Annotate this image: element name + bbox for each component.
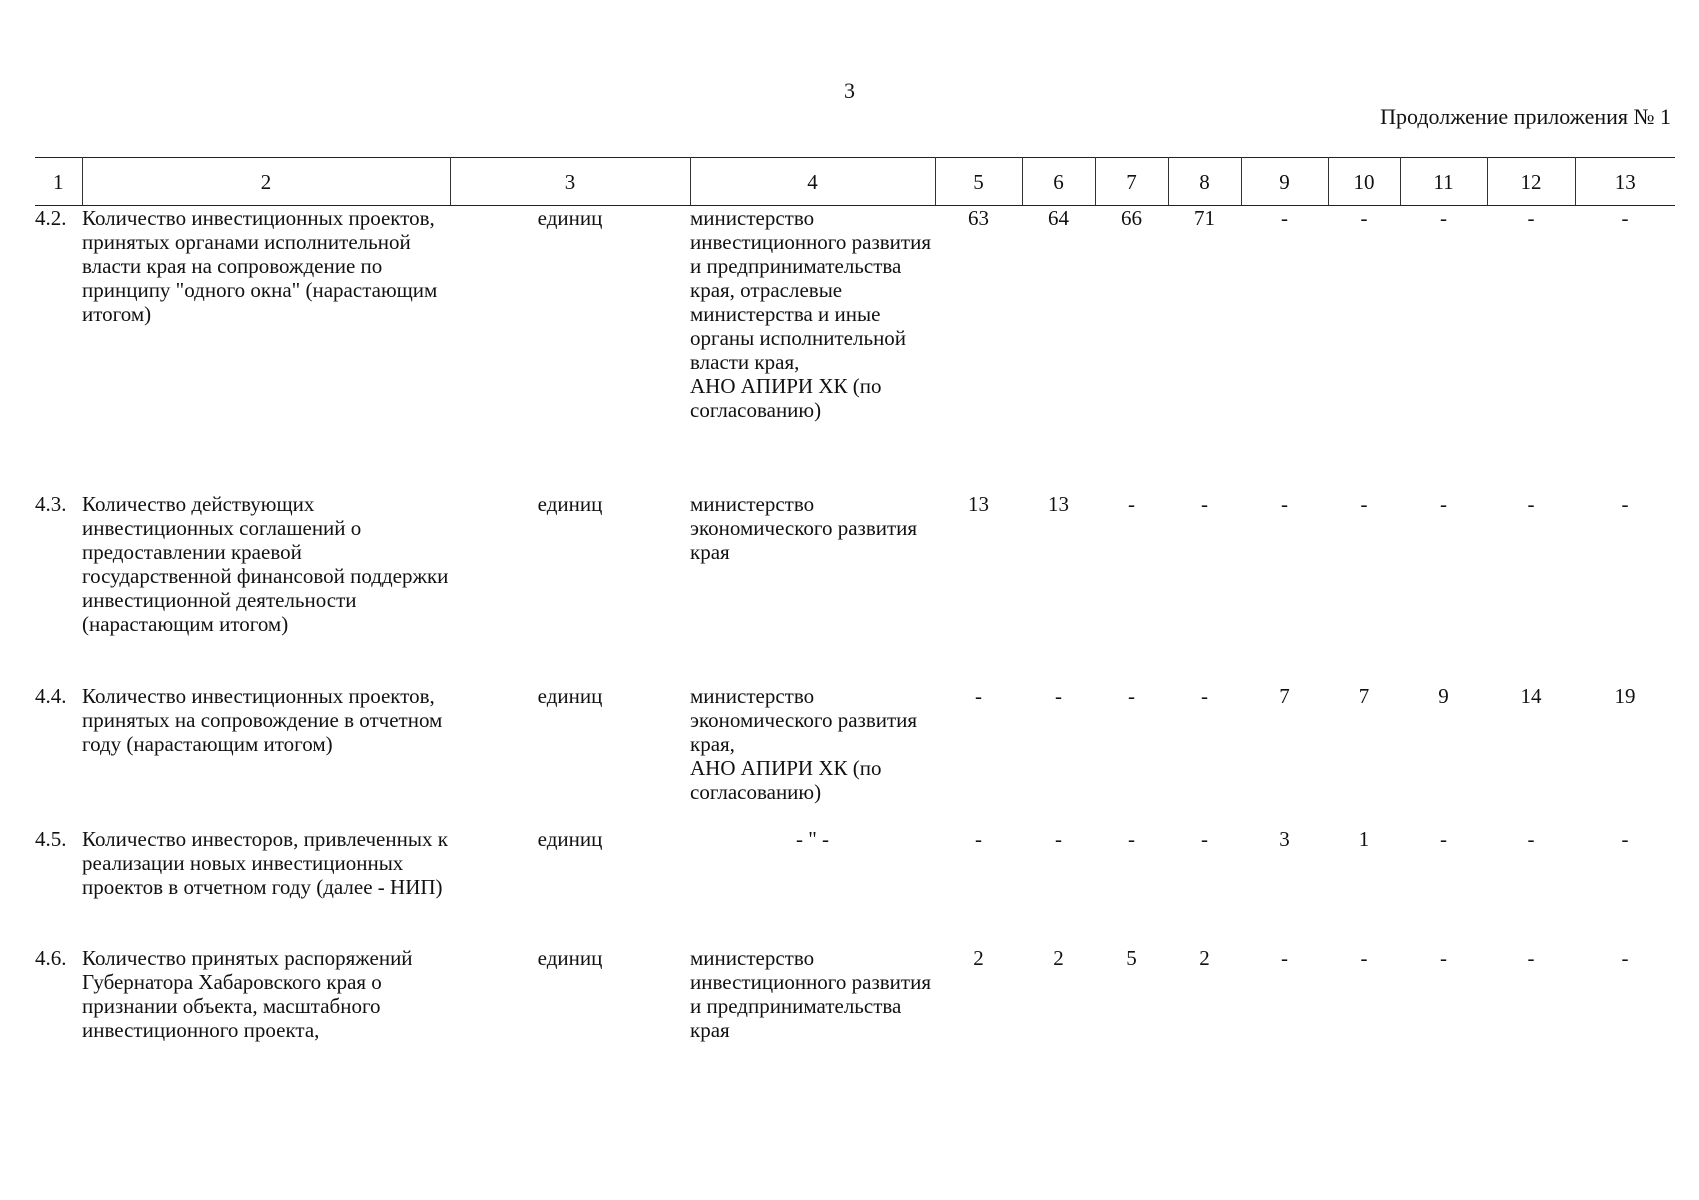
- column-number-header: 10: [1328, 158, 1400, 206]
- value-cell: 2: [1199, 946, 1210, 970]
- value-cell: -: [1128, 684, 1135, 708]
- indicators-table: [35, 157, 1675, 1086]
- value-cell: -: [1201, 684, 1208, 708]
- unit-cell: единиц: [537, 684, 603, 708]
- value-cell: 1: [1358, 827, 1370, 851]
- value-cell: 63: [968, 206, 989, 230]
- column-number-header: 3: [450, 158, 690, 206]
- row-number: 4.2.: [35, 206, 67, 230]
- table-row: [35, 827, 1675, 946]
- value-cell: -: [1055, 684, 1062, 708]
- column-number-header: 13: [1575, 158, 1675, 206]
- value-cell: -: [1440, 946, 1447, 970]
- executor-cell: министерство инвестиционного развития и предпринимательства края: [690, 946, 931, 1042]
- value-cell: -: [1128, 827, 1135, 851]
- value-cell: -: [1128, 492, 1135, 516]
- value-cell: 66: [1121, 206, 1142, 230]
- value-cell: 7: [1358, 684, 1370, 708]
- unit-cell: единиц: [537, 946, 603, 970]
- value-cell: 2: [1053, 946, 1064, 970]
- page-number: 3: [844, 78, 855, 103]
- column-number-header: 6: [1022, 158, 1095, 206]
- value-cell: 13: [968, 492, 989, 516]
- value-cell: -: [1527, 827, 1535, 851]
- row-number: 4.4.: [35, 684, 67, 708]
- column-number-header: 12: [1487, 158, 1575, 206]
- value-cell: 71: [1194, 206, 1215, 230]
- unit-cell: единиц: [537, 492, 603, 516]
- continuation-label: Продолжение приложения № 1: [1380, 104, 1671, 129]
- table-row: [35, 492, 1675, 684]
- value-cell: -: [1055, 827, 1062, 851]
- value-cell: -: [1527, 206, 1535, 230]
- value-cell: -: [1281, 946, 1288, 970]
- value-cell: -: [1621, 492, 1629, 516]
- indicator-name: Количество инвестиционных проектов, принятых органами исполнительной власти края на сопровождение по принципу "одного окна" (нарастающим итогом): [82, 206, 438, 326]
- value-cell: 3: [1279, 827, 1290, 851]
- value-cell: -: [1621, 827, 1629, 851]
- value-cell: -: [1440, 492, 1447, 516]
- column-number-header: 4: [690, 158, 935, 206]
- value-cell: -: [1440, 827, 1447, 851]
- column-number-header: 7: [1095, 158, 1168, 206]
- value-cell: 2: [973, 946, 984, 970]
- table-row: [35, 946, 1675, 1086]
- column-number-header: 5: [935, 158, 1022, 206]
- value-cell: -: [1440, 206, 1447, 230]
- value-cell: -: [1527, 946, 1535, 970]
- indicator-name: Количество действующих инвестиционных соглашений о предоставлении краевой государственной финансовой поддержки инвестиционной деятельности (нарастающим итогом): [82, 492, 449, 636]
- executor-cell: министерство экономического развития края: [690, 492, 918, 564]
- executor-cell: - " -: [795, 827, 830, 851]
- indicator-name: Количество принятых распоряжений Губернатора Хабаровского края о признании объекта, масштабного инвестиционного проекта,: [82, 946, 413, 1042]
- executor-cell: министерство экономического развития края, АНО АПИРИ ХК (по согласованию): [690, 684, 918, 804]
- column-number-header: 9: [1241, 158, 1328, 206]
- value-cell: -: [1281, 492, 1288, 516]
- value-cell: 64: [1048, 206, 1069, 230]
- column-number-header: 11: [1400, 158, 1487, 206]
- value-cell: 9: [1438, 684, 1449, 708]
- value-cell: -: [1621, 946, 1629, 970]
- value-cell: 5: [1126, 946, 1137, 970]
- value-cell: -: [1621, 206, 1629, 230]
- column-number-header-row: [35, 158, 1675, 206]
- value-cell: -: [1527, 492, 1535, 516]
- row-number: 4.5.: [35, 827, 67, 851]
- table-row: [35, 206, 1675, 493]
- value-cell: -: [1201, 492, 1208, 516]
- indicator-name: Количество инвесторов, привлеченных к реализации новых инвестиционных проектов в отчетном году (далее - НИП): [82, 827, 448, 899]
- value-cell: -: [975, 684, 982, 708]
- indicator-name: Количество инвестиционных проектов, принятых на сопровождение в отчетном году (нарастающим итогом): [82, 684, 443, 756]
- column-number-header: 2: [82, 158, 450, 206]
- column-number-header: 1: [35, 158, 82, 206]
- value-cell: -: [1201, 827, 1208, 851]
- value-cell: 14: [1520, 684, 1542, 708]
- column-number-header: 8: [1168, 158, 1241, 206]
- value-cell: -: [1360, 206, 1368, 230]
- unit-cell: единиц: [537, 206, 603, 230]
- table-row: [35, 684, 1675, 827]
- value-cell: -: [975, 827, 982, 851]
- unit-cell: единиц: [537, 827, 603, 851]
- value-cell: 13: [1048, 492, 1069, 516]
- value-cell: -: [1360, 492, 1368, 516]
- row-number: 4.3.: [35, 492, 67, 516]
- value-cell: 7: [1279, 684, 1290, 708]
- value-cell: 19: [1614, 684, 1636, 708]
- value-cell: -: [1281, 206, 1288, 230]
- executor-cell: министерство инвестиционного развития и предпринимательства края, отраслевые министерства и иные органы исполнительной власти края, АНО АПИРИ ХК (по согласованию): [690, 206, 931, 422]
- row-number: 4.6.: [35, 946, 67, 970]
- value-cell: -: [1360, 946, 1368, 970]
